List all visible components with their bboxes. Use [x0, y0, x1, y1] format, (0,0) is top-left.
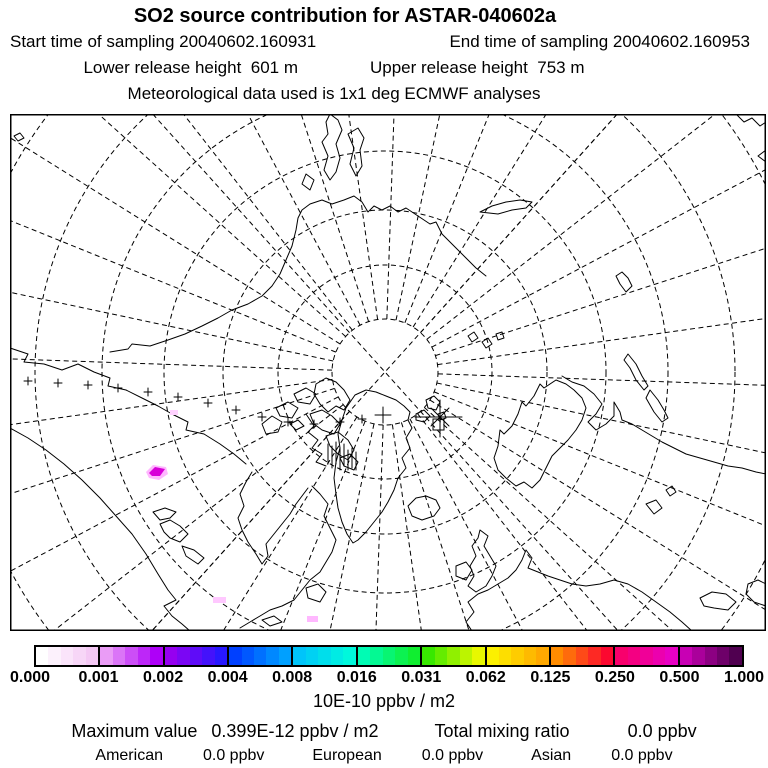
colorbar-cell [588, 647, 600, 665]
lake-erie-ontario [182, 546, 204, 564]
coastlines [10, 114, 766, 631]
region-asian-label: Asian [531, 747, 572, 764]
lower-release-text: Lower release height 601 m [83, 58, 298, 77]
island-ireland [456, 562, 472, 580]
island-iceland [408, 496, 440, 520]
coast-nova-scotia [262, 616, 282, 626]
colorbar-cell [306, 647, 318, 665]
colorbar-segment [36, 647, 98, 665]
island-new-siberian [480, 200, 532, 214]
colorbar-cell [729, 647, 741, 665]
colorbar-cell [615, 647, 627, 665]
colorbar-cell [370, 647, 382, 665]
colorbar-cell [524, 647, 536, 665]
colorbar-cell [717, 647, 729, 665]
colorbar-tick: 0.000 [9, 669, 51, 686]
colorbar-cell [48, 647, 60, 665]
colorbar-cell [318, 647, 330, 665]
colorbar-cell [242, 647, 254, 665]
colorbar-segment [291, 647, 355, 665]
island-kara-small [616, 272, 632, 292]
summary-stats-row [0, 721, 768, 742]
release-height-row [0, 58, 668, 78]
lake-superior [153, 508, 176, 520]
colorbar-cell [536, 647, 548, 665]
sea-caspian [746, 580, 766, 606]
coast-alaska [10, 348, 246, 464]
colorbar-cell [254, 647, 266, 665]
region-asian-value: 0.0 ppbv [611, 747, 673, 764]
island-franz-josef-land [468, 332, 504, 348]
colorbar-cell [422, 647, 434, 665]
colorbar-cell [177, 647, 189, 665]
colorbar-cell [576, 647, 588, 665]
colorbar-cell [692, 647, 704, 665]
island-small-arctic [302, 174, 314, 190]
colorbar-cell [665, 647, 677, 665]
colorbar [34, 645, 744, 667]
colorbar-tick: 0.250 [594, 669, 635, 686]
colorbar-cell [165, 647, 177, 665]
max-value-label: Maximum value [71, 721, 198, 741]
colorbar-cell [190, 647, 202, 665]
polar-map-canvas [10, 114, 766, 631]
coast-hudson-bay [238, 472, 308, 564]
coast-scandinavia [494, 380, 586, 488]
so2-faint-patch-1 [170, 410, 178, 415]
colorbar-tick: 0.004 [207, 669, 248, 686]
colorbar-cell [628, 647, 640, 665]
island-novaya-zemlya-n [624, 354, 648, 390]
colorbar-cell [293, 647, 305, 665]
colorbar-cell [202, 647, 214, 665]
colorbar-cell [125, 647, 137, 665]
colorbar-cell [138, 647, 150, 665]
colorbar-cell [408, 647, 420, 665]
coast-siberia [110, 196, 486, 352]
colorbar-cell [680, 647, 692, 665]
colorbar-cell [395, 647, 407, 665]
colorbar-cell [73, 647, 85, 665]
max-value: 0.399E-12 ppbv / m2 [211, 721, 379, 741]
colorbar-cell [358, 647, 370, 665]
colorbar-cell [343, 647, 355, 665]
colorbar-segment [549, 647, 613, 665]
lake-michigan-huron [160, 520, 188, 542]
island-severnaya-zemlya [322, 114, 342, 180]
colorbar-cell [279, 647, 291, 665]
archipelago-scribble [306, 414, 326, 466]
so2-faint-patch-3 [307, 616, 318, 622]
region-american-label: American [95, 747, 163, 764]
met-data-note: Meteorological data used is 1x1 deg ECMWF analyses [127, 84, 541, 103]
end-time-text: End time of sampling 20040602.160953 [449, 32, 750, 51]
coast-russia [562, 376, 766, 474]
colorbar-cell [499, 647, 511, 665]
colorbar-segment [98, 647, 162, 665]
colorbar-tick-labels [0, 669, 768, 689]
colorbar-cell [36, 647, 48, 665]
coast-fragment-topright [736, 114, 766, 126]
region-american-value: 0.0 ppbv [202, 747, 265, 764]
colorbar-tick: 1.000 [723, 669, 765, 686]
lake-ladoga [646, 500, 662, 514]
colorbar-tick: 0.001 [78, 669, 119, 686]
colorbar-cell [331, 647, 343, 665]
colorbar-cell [487, 647, 499, 665]
total-mixing-ratio-label: Total mixing ratio [434, 721, 570, 741]
colorbar-tick: 0.016 [336, 669, 377, 686]
region-contributions-row [0, 747, 768, 765]
colorbar-cell [86, 647, 98, 665]
colorbar-cell [113, 647, 125, 665]
colorbar-segment [227, 647, 291, 665]
coast-labrador [240, 486, 336, 628]
colorbar-cell [511, 647, 523, 665]
colorbar-segment [163, 647, 227, 665]
sampling-time-row [10, 32, 750, 52]
colorbar-tick: 0.125 [530, 669, 571, 686]
upper-release-text: Upper release height 753 m [370, 58, 585, 77]
colorbar-cell [563, 647, 575, 665]
page-title: SO2 source contribution for ASTAR-040602a [133, 5, 557, 27]
colorbar-cell [61, 647, 73, 665]
trajectory-plus-markers [24, 377, 366, 428]
colorbar-segment [356, 647, 420, 665]
island-severnaya-zemlya-2 [348, 128, 364, 176]
map-frame [11, 115, 766, 631]
colorbar-cell [383, 647, 395, 665]
colorbar-segment [678, 647, 742, 665]
colorbar-tick: 0.002 [143, 669, 184, 686]
region-european-value: 0.0 ppbv [421, 747, 484, 764]
sea-black [700, 592, 736, 610]
colorbar-tick: 0.031 [401, 669, 442, 686]
polar-stereographic-map [10, 114, 766, 631]
colorbar-tick: 0.062 [465, 669, 506, 686]
colorbar-segment [613, 647, 677, 665]
colorbar-cell [601, 647, 613, 665]
colorbar-segment [485, 647, 549, 665]
colorbar-cell [705, 647, 717, 665]
colorbar-cell [435, 647, 447, 665]
colorbar-segment [420, 647, 484, 665]
coast-europe [466, 550, 692, 631]
colorbar-cell [150, 647, 162, 665]
start-time-text: Start time of sampling 20040602.160931 [10, 32, 317, 51]
colorbar-cell [215, 647, 227, 665]
island-wrangel [14, 133, 24, 141]
region-european-label: European [312, 747, 382, 764]
island-newfoundland [306, 584, 326, 602]
colorbar-cell [640, 647, 652, 665]
colorbar-tick: 0.500 [659, 669, 700, 686]
colorbar-cell [100, 647, 112, 665]
colorbar-cell [266, 647, 278, 665]
colorbar-cell [472, 647, 484, 665]
colorbar-tick: 0.008 [272, 669, 313, 686]
total-mixing-ratio-value: 0.0 ppbv [627, 721, 697, 741]
so2-faint-patch-2 [213, 597, 226, 603]
graticule-grid [10, 114, 766, 631]
colorbar-units-label: 10E-10 ppbv / m2 [312, 691, 456, 711]
release-plus-marker [375, 407, 391, 423]
colorbar-cell [551, 647, 563, 665]
colorbar-cell [447, 647, 459, 665]
colorbar-cell [653, 647, 665, 665]
colorbar-cell [460, 647, 472, 665]
colorbar-cell [229, 647, 241, 665]
island-great-britain [468, 530, 496, 592]
